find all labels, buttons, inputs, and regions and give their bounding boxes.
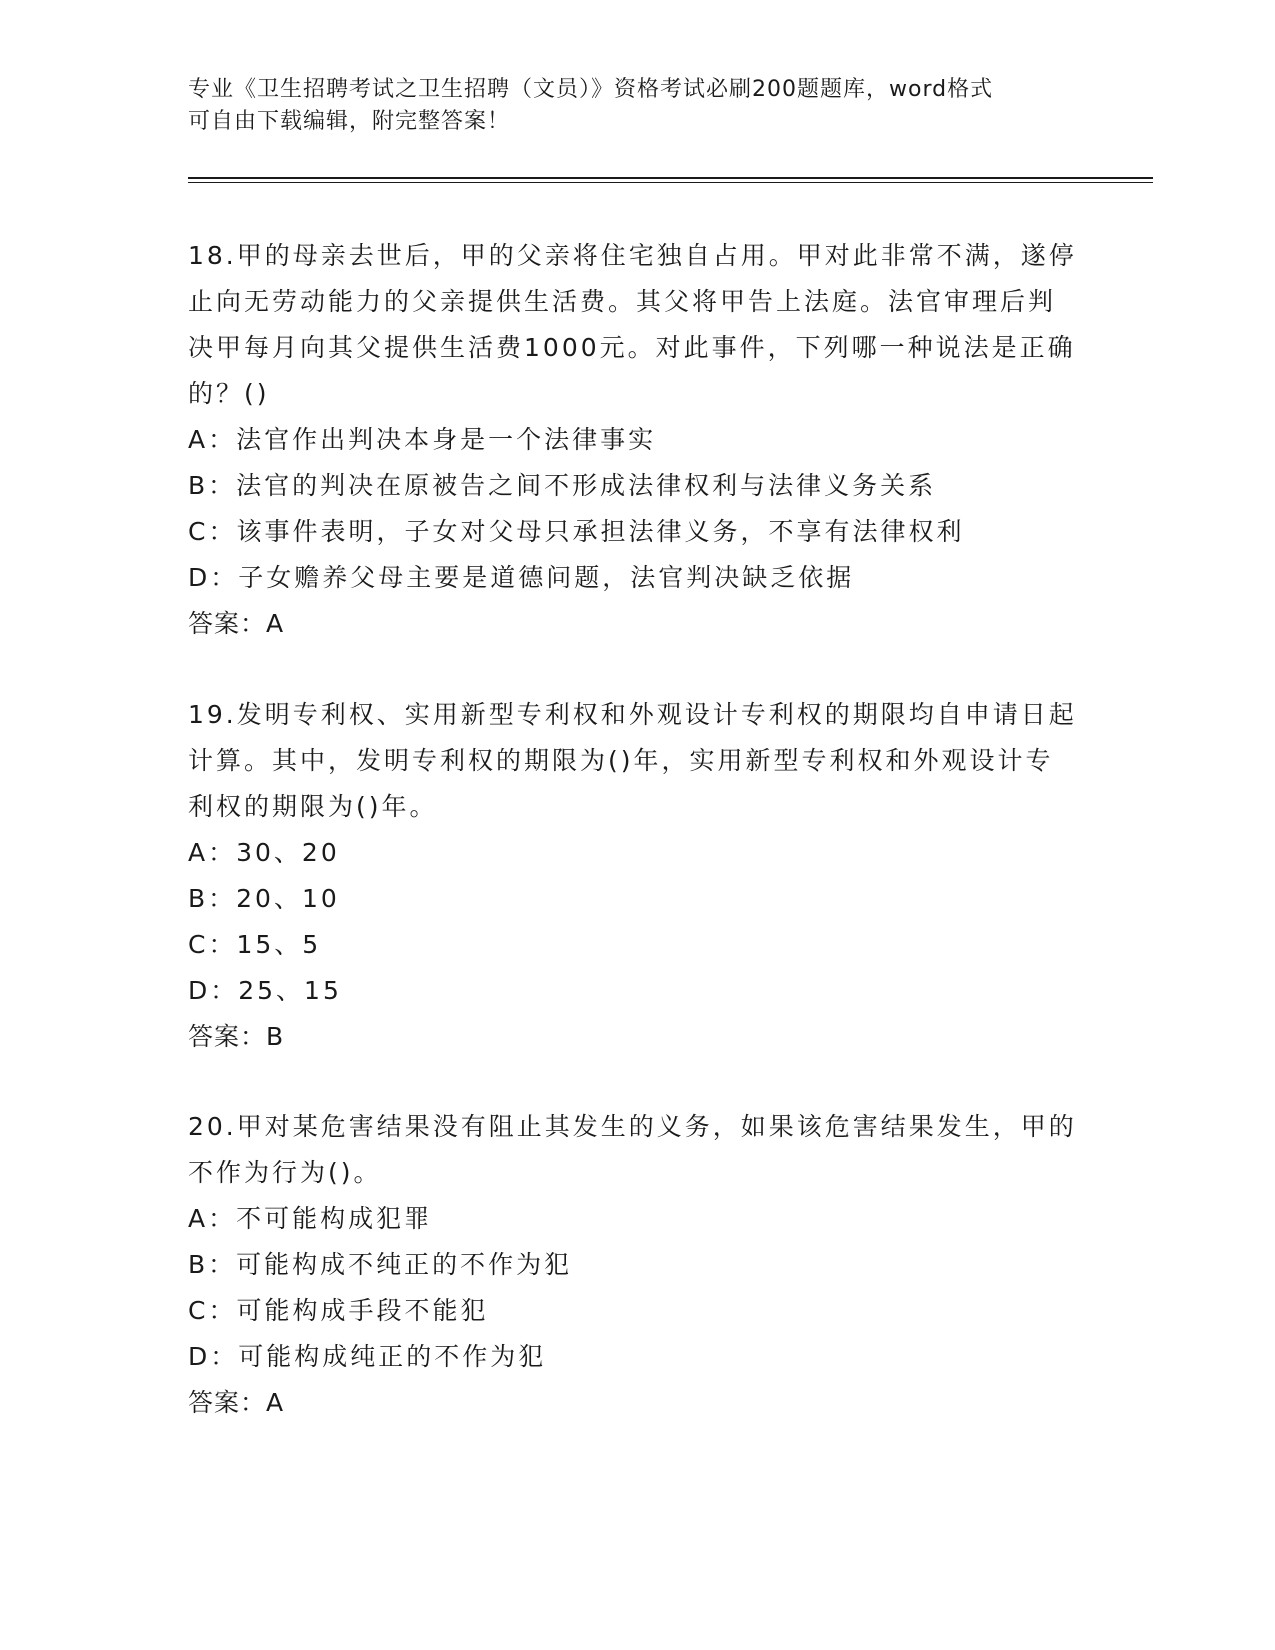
- option-d: D：子女赡养父母主要是道德问题，法官判决缺乏依据: [188, 563, 855, 592]
- option-b: B：20、10: [188, 884, 340, 913]
- question-text: 20.甲对某危害结果没有阻止其发生的义务，如果该危害结果发生，甲的不作为行为()。: [188, 1112, 1077, 1187]
- question-18: [188, 233, 1078, 647]
- option-a: A：不可能构成犯罪: [188, 1204, 433, 1233]
- header-divider-thick: [188, 177, 1153, 179]
- option-c: C：该事件表明，子女对父母只承担法律义务，不享有法律权利: [188, 517, 965, 546]
- option-b: B：法官的判决在原被告之间不形成法律权利与法律义务关系: [188, 471, 937, 500]
- option-c: C：可能构成手段不能犯: [188, 1296, 489, 1325]
- option-a: A：法官作出判决本身是一个法律事实: [188, 425, 657, 454]
- option-d: D：25、15: [188, 976, 342, 1005]
- document-header: [188, 74, 1088, 138]
- header-line-1: 专业《卫生招聘考试之卫生招聘（文员）》资格考试必刷200题题库，word格式: [188, 77, 994, 102]
- answer: 答案：A: [188, 609, 285, 638]
- answer: 答案：A: [188, 1388, 285, 1417]
- question-text: 18.甲的母亲去世后，甲的父亲将住宅独自占用。甲对此非常不满，遂停止向无劳动能力的父亲提供生活费。其父将甲告上法庭。法官审理后判决甲每月向其父提供生活费1000元。对此事件，下列哪一种说法是正确的？(): [188, 241, 1077, 408]
- question-text: 19.发明专利权、实用新型专利权和外观设计专利权的期限均自申请日起计算。其中，发明专利权的期限为()年，实用新型专利权和外观设计专利权的期限为()年。: [188, 700, 1077, 821]
- header-divider-thin: [188, 182, 1153, 183]
- header-line-2: 可自由下载编辑，附完整答案！: [188, 109, 511, 134]
- question-19: [188, 692, 1078, 1060]
- answer: 答案：B: [188, 1022, 285, 1051]
- option-c: C：15、5: [188, 930, 322, 959]
- option-d: D：可能构成纯正的不作为犯: [188, 1342, 547, 1371]
- option-a: A：30、20: [188, 838, 340, 867]
- question-20: [188, 1104, 1078, 1426]
- option-b: B：可能构成不纯正的不作为犯: [188, 1250, 573, 1279]
